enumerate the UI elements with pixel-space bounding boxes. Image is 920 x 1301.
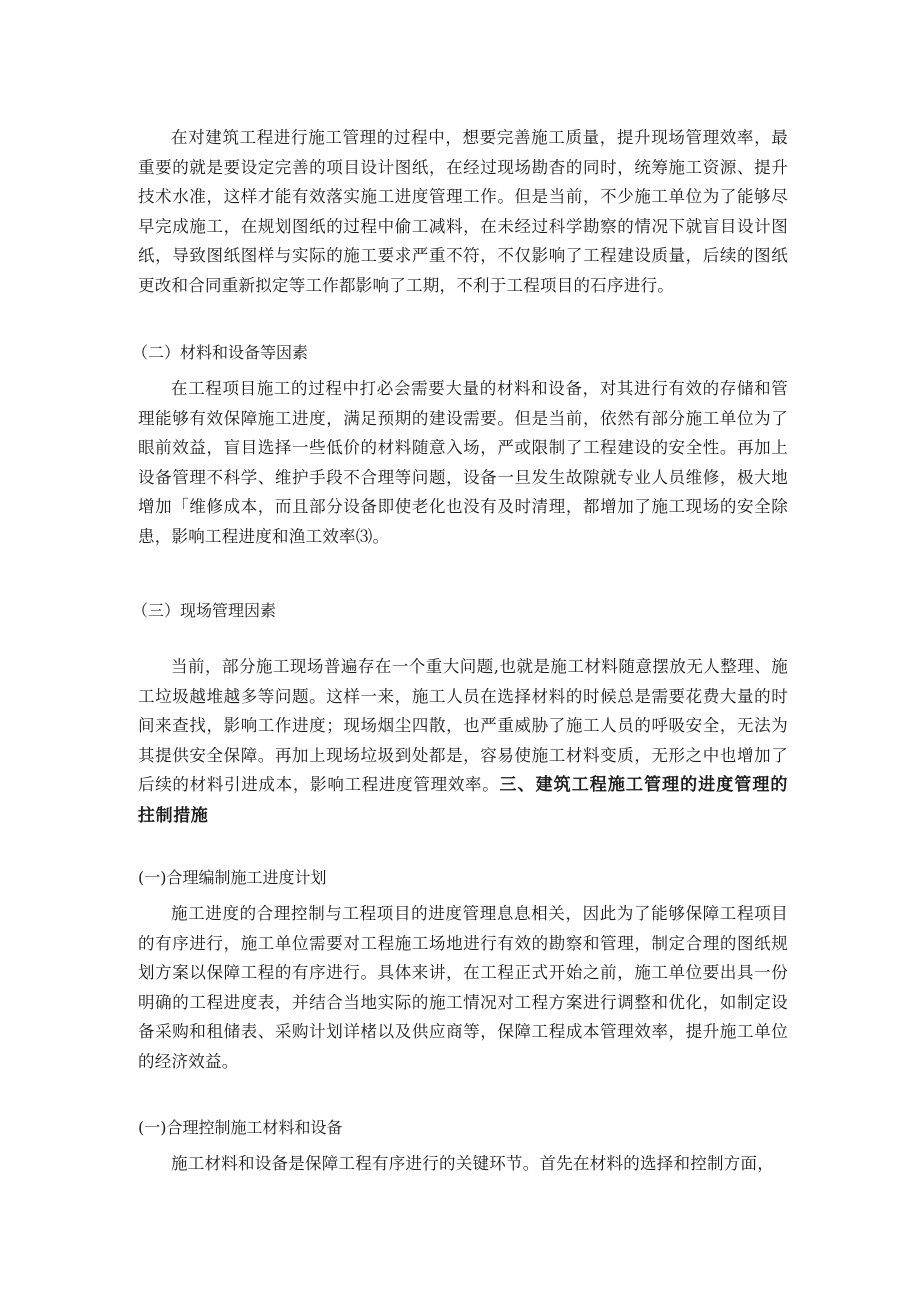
- subheading-materials-control: (一)合理控制施工材料和设备: [138, 1118, 343, 1137]
- paragraph-design-drawings: 在对建筑工程进行施工管理的过程中，想要完善施工质量，提升现场管理效率，最重要的就是要设定完善的项目设计图纸，在经过现场勘杳的同时，统筹施工资源、提升技术水准，这样才能有效落实施工进度管理工作。但是当前，不少施工单位为了能够尽早完成施工，在规划图纸的过程中偷工减料，在未经过科学勘察的情况下就盲目设计图纸，导致图纸图样与实际的施工要求严重不符，不仅影响了工程建设质量，后续的图纸更改和合同重新拟定等工作都影响了工期，不利于工程项目的石序进行。: [138, 128, 788, 295]
- paragraph-materials-control: 施工材料和设备是保障工程有序进行的关键环节。首先在材料的选择和控制方面，: [171, 1154, 774, 1173]
- paragraph-materials-equipment: 在工程项目施工的过程中打必会需要大量的材料和设备，对其进行有效的存储和管理能够有效保障施工进度，满足预期的建设需要。但是当前，依然有部分施工单位为了眼前效益，盲目选择一些低价的材料随意入场，严或限制了工程建设的安全性。再加上设备管理不科学、维护手段不合理等问题，设备一旦发生故隙就专业人员维修，极大地增加「维修成本，而且部分设备即使老化也没有及时清理，都增加了施工现场的安全除患，影响工程进度和渔工效率⑶。: [138, 379, 788, 546]
- paragraph-schedule-plan: 施工进度的合理控制与工程项目的进度管理息息相关，因此为了能够保障工程项目的有序进行，施工单位需要对工程施工场地进行有效的勘察和管理，制定合理的图纸规划方案以保障工程的有序进行。具体来讲，在工程正式开始之前，施工单位要出具一份明确的工程进度表，并结合当地实际的施工情况对工程方案进行调整和优化，如制定设备采购和租储表、采购计划详楮以及供应商等，保障工程成本管理效率，提升施工单位的经济效益。: [138, 904, 788, 1071]
- subheading-schedule-plan: (一)合理编制施工进度计划: [138, 868, 327, 887]
- section-heading-schedule-control: 三、建筑工程施工管理的进度管理的拄制措施: [138, 775, 789, 826]
- subheading-materials-equipment: （二）材料和设备等因素: [132, 343, 309, 362]
- paragraph-site-management-text: 当前，部分施工现场普遍存在一个重大问题,也就是施工材料随意摆放无人整理、施工垃圾越堆越多等问题。这样一来，施工人员在选择材料的时候总是需要花费大量的时间来查找，影响工作进度；现场烟尘四散，也严重威胁了施工人员的呼吸安全，无法为其提供安全保障。再加上现场垃圾到处都是，容易使施工材料变质，无形之中也增加了后续的材料引进成本，影响工程进度管理效率。: [138, 657, 788, 795]
- subheading-site-management: （三）现场管理因素: [132, 601, 277, 620]
- paragraph-site-management: [138, 652, 788, 832]
